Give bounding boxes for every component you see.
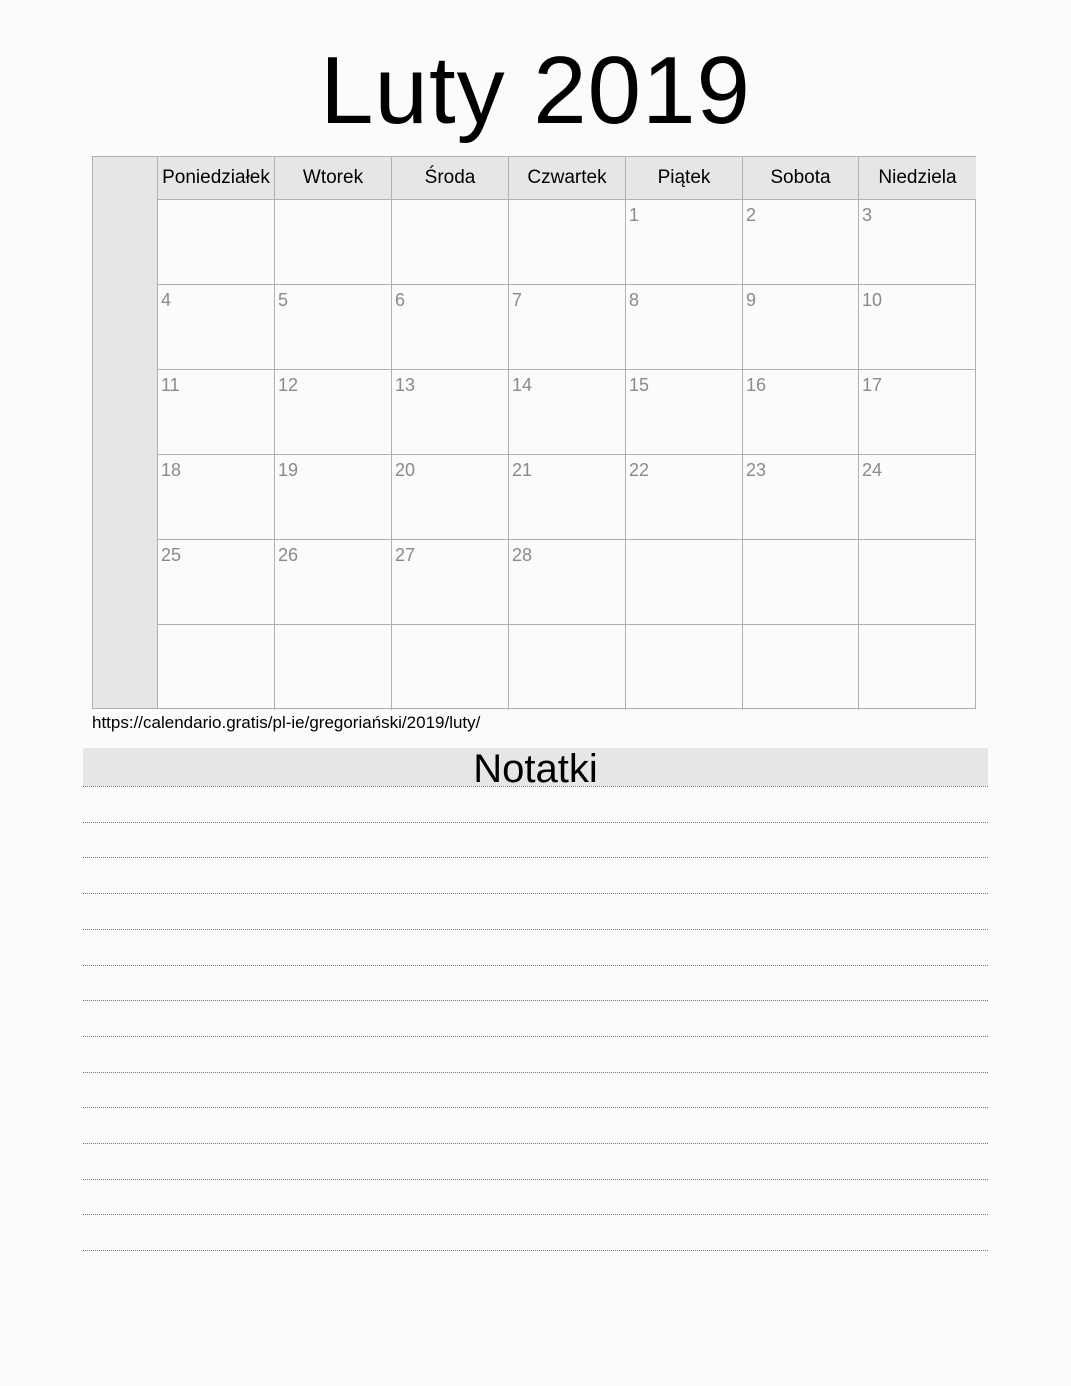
day-cell [859, 370, 976, 455]
day-number: 23 [746, 460, 767, 480]
note-line [83, 1000, 988, 1001]
note-line [83, 1107, 988, 1108]
day-number: 3 [862, 205, 873, 225]
weekday-header: Piątek [626, 157, 743, 200]
day-cell [392, 455, 509, 540]
day-cell [509, 370, 626, 455]
day-cell [626, 625, 743, 710]
calendar-grid [158, 157, 976, 708]
note-line [83, 822, 988, 823]
day-number: 6 [395, 290, 406, 310]
day-cell [743, 285, 859, 370]
note-line [83, 857, 988, 858]
weekday-header: Wtorek [275, 157, 392, 200]
note-line [83, 893, 988, 894]
note-line [83, 1036, 988, 1037]
day-cell [158, 455, 275, 540]
day-cell [626, 285, 743, 370]
day-cell [158, 625, 275, 710]
day-cell [275, 370, 392, 455]
day-number: 28 [512, 545, 533, 565]
source-url: https://calendario.gratis/pl-ie/gregoriański/2019/luty/ [92, 713, 481, 732]
day-number: 22 [629, 460, 650, 480]
day-cell [158, 540, 275, 625]
day-number: 24 [862, 460, 883, 480]
day-number: 2 [746, 205, 757, 225]
day-number: 25 [161, 545, 182, 565]
day-number: 19 [278, 460, 299, 480]
day-number: 4 [161, 290, 172, 310]
day-cell [392, 370, 509, 455]
day-cell [626, 455, 743, 540]
note-line [83, 1250, 988, 1251]
day-cell [275, 200, 392, 285]
day-number: 11 [161, 375, 180, 395]
day-cell [275, 540, 392, 625]
week-number-column [93, 157, 158, 708]
day-number: 1 [629, 205, 640, 225]
day-cell [509, 200, 626, 285]
day-number: 15 [629, 375, 650, 395]
day-number: 18 [161, 460, 182, 480]
day-number: 20 [395, 460, 416, 480]
page-title: Luty 2019 [320, 37, 751, 144]
day-cell [392, 200, 509, 285]
weekday-header: Poniedziałek [158, 157, 275, 200]
day-number: 10 [862, 290, 883, 310]
note-line [83, 1179, 988, 1180]
day-cell [626, 370, 743, 455]
day-number: 14 [512, 375, 533, 395]
day-number: 12 [278, 375, 299, 395]
note-line [83, 786, 988, 787]
day-cell [743, 455, 859, 540]
day-number: 7 [512, 290, 523, 310]
weekday-header: Środa [392, 157, 509, 200]
day-cell [392, 285, 509, 370]
day-cell [158, 370, 275, 455]
day-number: 26 [278, 545, 299, 565]
day-cell [509, 285, 626, 370]
day-cell [859, 200, 976, 285]
day-cell [859, 455, 976, 540]
day-cell [626, 200, 743, 285]
day-cell [743, 200, 859, 285]
note-line [83, 1072, 988, 1073]
day-number: 17 [862, 375, 883, 395]
note-line [83, 1214, 988, 1215]
day-cell [743, 370, 859, 455]
day-cell [392, 540, 509, 625]
day-cell [275, 625, 392, 710]
day-cell [275, 285, 392, 370]
weekday-header: Sobota [743, 157, 859, 200]
day-cell [859, 540, 976, 625]
day-cell [158, 200, 275, 285]
day-cell [392, 625, 509, 710]
day-number: 21 [512, 460, 533, 480]
day-number: 27 [395, 545, 416, 565]
day-cell [859, 625, 976, 710]
day-cell [743, 540, 859, 625]
note-line [83, 1143, 988, 1144]
day-cell [626, 540, 743, 625]
day-number: 8 [629, 290, 640, 310]
day-cell [275, 455, 392, 540]
day-cell [509, 540, 626, 625]
note-line [83, 965, 988, 966]
note-line [83, 929, 988, 930]
day-number: 16 [746, 375, 767, 395]
day-number: 9 [746, 290, 757, 310]
weekday-header: Czwartek [509, 157, 626, 200]
day-cell [509, 455, 626, 540]
day-number: 5 [278, 290, 289, 310]
day-cell [859, 285, 976, 370]
day-number: 13 [395, 375, 416, 395]
weekday-header: Niedziela [859, 157, 976, 200]
month-calendar [92, 156, 976, 709]
day-cell [509, 625, 626, 710]
day-cell [743, 625, 859, 710]
day-cell [158, 285, 275, 370]
notes-heading: Notatki [83, 748, 988, 786]
